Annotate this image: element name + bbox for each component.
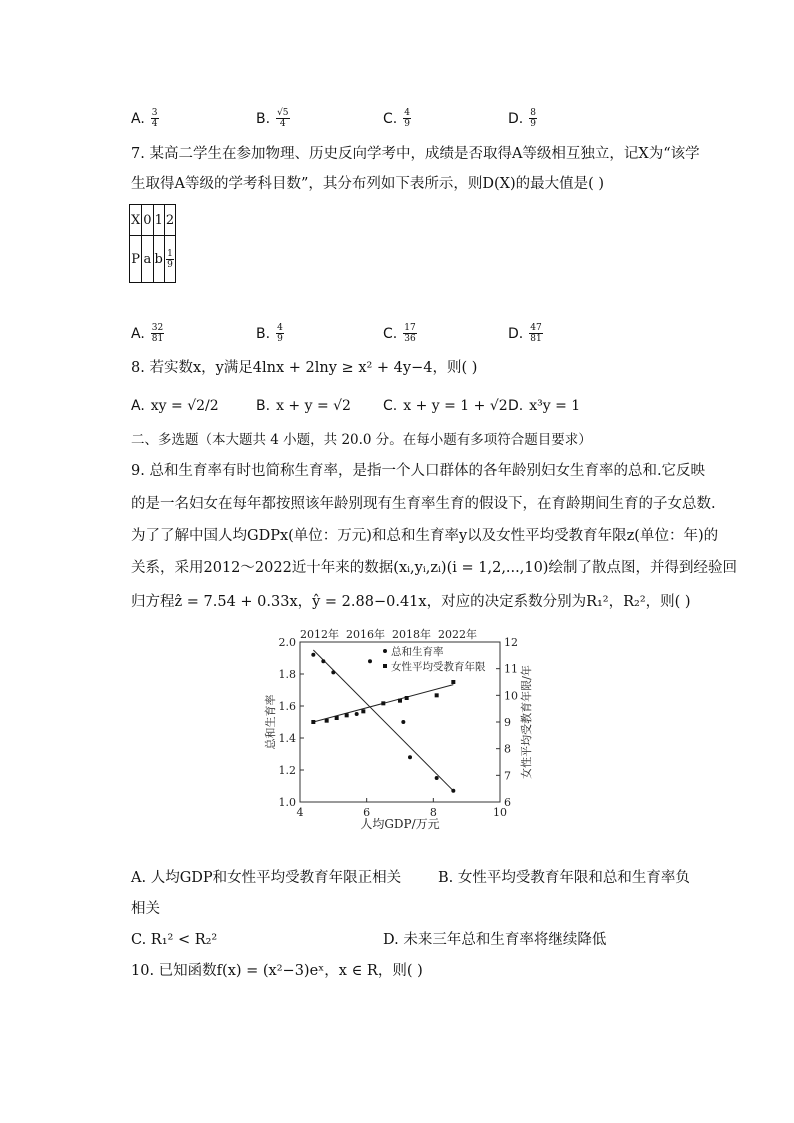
q7.options-option-c bbox=[383, 323, 417, 344]
q6_options-option-d bbox=[508, 108, 537, 129]
option-fraction: $\frac{3}{4}$ bbox=[151, 108, 158, 129]
education-point bbox=[398, 699, 402, 703]
option-label: C. bbox=[383, 325, 398, 342]
q9-option-b-cont: 相关 bbox=[131, 901, 160, 917]
x-tick-label: 10 bbox=[493, 806, 507, 819]
fertility-point bbox=[321, 659, 325, 663]
option-label: A. bbox=[131, 110, 145, 127]
education-point bbox=[325, 719, 329, 723]
table-cell: b bbox=[153, 236, 164, 283]
option-fraction: $\frac{47}{81}$ bbox=[530, 323, 542, 344]
fertility-point bbox=[408, 755, 412, 759]
question-9-line1: 9. 总和生育率有时也简称生育率，是指一个人口群体的各年龄别妇女生育率的总和.它反映 bbox=[131, 463, 706, 479]
education-point bbox=[435, 693, 439, 697]
table-cell: 2 bbox=[164, 205, 175, 236]
y-tick-label-right: 8 bbox=[504, 742, 511, 756]
table-cell: P bbox=[130, 236, 142, 283]
x-axis-label: 人均GDP/万元 bbox=[360, 817, 440, 831]
education-point bbox=[345, 713, 349, 717]
question-8-stem: 8. 若实数x，y满足4lnx + 2lny ≥ x² + 4y−4，则( ) bbox=[131, 360, 478, 376]
option-fraction: $\frac{4}{9}$ bbox=[404, 108, 410, 129]
legend-education: 女性平均受教育年限 bbox=[391, 661, 486, 673]
q6_options-option-c bbox=[383, 108, 411, 129]
education-point bbox=[311, 720, 315, 724]
option-fraction: $\frac{8}{9}$ bbox=[530, 108, 536, 129]
y-tick-label-left: 1.0 bbox=[278, 796, 296, 809]
fertility-point bbox=[368, 659, 372, 663]
option-fraction: $\frac{17}{36}$ bbox=[404, 323, 416, 344]
option-text: x + y = 1 + √2 bbox=[403, 398, 508, 414]
option-fraction: $\frac{√5}{4}$ bbox=[277, 108, 289, 129]
legend-fertility: 总和生育率 bbox=[391, 646, 444, 658]
y-tick-label-left: 1.8 bbox=[278, 668, 296, 681]
option-fraction: $\frac{4}{9}$ bbox=[277, 323, 283, 344]
option-label: A. bbox=[131, 325, 145, 342]
y-axis-label-left: 总和生育率 bbox=[264, 694, 277, 750]
question-10-stem: 10. 已知函数f(x) = (x²−3)eˣ，x ∈ R，则( ) bbox=[131, 963, 423, 979]
option-label: D. bbox=[508, 398, 524, 414]
option-label: B. bbox=[256, 325, 271, 342]
x-tick-label: 6 bbox=[363, 806, 371, 819]
fertility-point bbox=[451, 789, 455, 793]
legend-dot-icon bbox=[383, 649, 387, 653]
table-cell: 1 bbox=[153, 205, 164, 236]
q9-option-a: A. 人均GDP和女性平均受教育年限正相关 bbox=[131, 870, 402, 886]
y-tick-label-left: 1.2 bbox=[278, 764, 296, 777]
q8-option-c bbox=[383, 396, 508, 416]
y-tick-label-right: 9 bbox=[504, 716, 511, 729]
q8-option-b bbox=[256, 396, 351, 416]
fertility-point bbox=[331, 670, 335, 674]
fertility-point bbox=[435, 776, 439, 780]
question-9-line4: 关系，采用2012～2022近十年来的数据(xᵢ,yᵢ,zᵢ)(i = 1,2,...,10)绘制了散点图，并得到经验回 bbox=[131, 560, 737, 576]
question-9-line5: 归方程ẑ = 7.54 + 0.33x，ŷ = 2.88−0.41x，对应的决定系数分别为R₁²，R₂²，则( ) bbox=[131, 594, 691, 610]
y-tick-label-right: 12 bbox=[504, 636, 518, 649]
fertility-point bbox=[355, 712, 359, 716]
table-cell: 0 bbox=[142, 205, 153, 236]
table-cell-fraction: $\frac{1}{9}$ bbox=[164, 236, 175, 283]
top-year-label: 2022年 bbox=[438, 628, 477, 641]
education-point bbox=[381, 701, 385, 705]
option-label: D. bbox=[508, 325, 524, 342]
y-tick-label-left: 2.0 bbox=[278, 636, 296, 649]
legend-square-icon bbox=[383, 664, 387, 668]
table-cell: a bbox=[142, 236, 153, 283]
option-label: B. bbox=[256, 110, 271, 127]
top-year-label: 2018年 bbox=[392, 628, 431, 641]
y-tick-label-right: 10 bbox=[504, 689, 518, 703]
question-7-line2: 生取得A等级的学考科目数”，其分布列如下表所示，则D(X)的最大值是( ) bbox=[131, 176, 605, 192]
top-year-label: 2016年 bbox=[346, 628, 385, 641]
q7.options-option-b bbox=[256, 323, 284, 344]
fertility-point bbox=[311, 653, 315, 657]
y-tick-label-left: 1.6 bbox=[278, 700, 296, 713]
y-tick-label-right: 7 bbox=[504, 769, 511, 783]
q8-option-d bbox=[508, 396, 580, 416]
option-text: x³y = 1 bbox=[529, 398, 581, 414]
fertility-point bbox=[401, 720, 405, 724]
education-point bbox=[335, 716, 339, 720]
option-text: x + y = √2 bbox=[276, 398, 351, 414]
q6_options-option-b bbox=[256, 108, 290, 129]
option-text: xy = √2/2 bbox=[150, 398, 219, 414]
y-tick-label-right: 11 bbox=[504, 662, 518, 676]
option-label: A. bbox=[131, 398, 145, 414]
option-label: D. bbox=[508, 110, 524, 127]
q9-option-d: D. 未来三年总和生育率将继续降低 bbox=[383, 932, 607, 948]
section-heading: 二、多选题（本大题共 4 小题，共 20.0 分。在每小题有多项符合题目要求） bbox=[131, 432, 592, 448]
top-year-label: 2012年 bbox=[300, 628, 339, 641]
x-tick-label: 4 bbox=[296, 806, 304, 819]
y-axis-label-right: 女性平均受教育年限/年 bbox=[520, 665, 533, 779]
question-9-line2: 的是一名妇女在每年都按照该年龄别现有生育率生育的假设下，在育龄期间生育的子女总数. bbox=[131, 496, 716, 512]
q7.options-option-a bbox=[131, 323, 164, 344]
education-point bbox=[405, 696, 409, 700]
question-9-line3: 为了了解中国人均GDPx(单位：万元)和总和生育率y以及女性平均受教育年限z(单位：年)的 bbox=[131, 528, 719, 544]
option-label: C. bbox=[383, 110, 398, 127]
education-point bbox=[451, 680, 455, 684]
q9-option-b: B. 女性平均受教育年限和总和生育率负 bbox=[438, 870, 690, 886]
option-label: C. bbox=[383, 398, 398, 414]
scatter-chart bbox=[260, 620, 540, 835]
table-cell: X bbox=[130, 205, 142, 236]
option-fraction: $\frac{32}{81}$ bbox=[151, 323, 164, 344]
q7.options-option-d bbox=[508, 323, 543, 344]
q9-option-c: C. R₁² < R₂² bbox=[131, 932, 218, 948]
y-tick-label-right: 6 bbox=[504, 796, 511, 809]
q6_options-option-a bbox=[131, 108, 159, 129]
question-7-line1: 7. 某高二学生在参加物理、历史反向学考中，成绩是否取得A等级相互独立，记X为“该学 bbox=[131, 146, 700, 162]
y-tick-label-left: 1.4 bbox=[278, 732, 296, 745]
education-point bbox=[361, 709, 365, 713]
x-tick-label: 8 bbox=[429, 806, 437, 819]
option-label: B. bbox=[256, 398, 271, 414]
q8-option-a bbox=[131, 396, 219, 416]
distribution-table bbox=[129, 204, 176, 283]
